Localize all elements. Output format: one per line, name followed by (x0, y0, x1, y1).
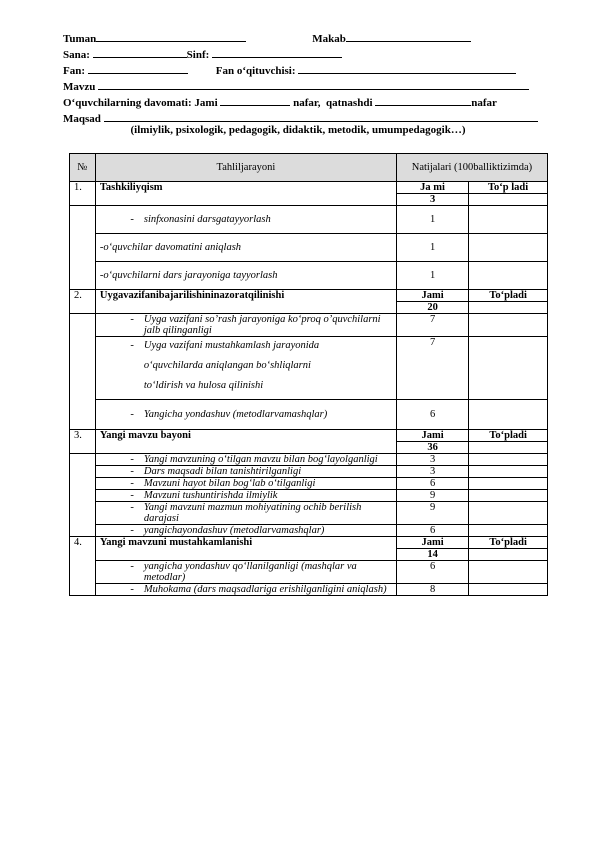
criterion-cell (95, 478, 396, 490)
max-score: 1 (396, 234, 468, 262)
section-row (70, 182, 548, 194)
criterion-text: Uyga vazifani so’rash jarayoniga ko‘proq o’quvchilarni jalb qilinganligi (143, 314, 381, 336)
dash: - (130, 525, 134, 536)
score-input-cell[interactable] (469, 234, 548, 262)
total-label: Ja mi (396, 182, 468, 194)
table-row (70, 314, 548, 337)
criterion-cell (95, 502, 396, 525)
max-score: 6 (396, 525, 468, 537)
dash: - (130, 561, 134, 572)
criterion-text: Mavzuni tushuntirishda ilmiylik (143, 490, 278, 501)
total-label: Jami (396, 290, 468, 302)
criterion-text: yangicha yondashuv qo‘llanilganligi (mashqlar va metodlar) (143, 561, 357, 583)
section-row (70, 290, 548, 302)
criterion-line: o‘quvchilarda aniqlangan bo‘shliqlarni (143, 360, 311, 371)
score-input-cell[interactable] (469, 478, 548, 490)
max-score: 9 (396, 502, 468, 525)
criterion-cell (95, 525, 396, 537)
dash: - (130, 214, 134, 225)
criterion-cell (95, 584, 396, 596)
fan-label: Fan: (63, 65, 85, 77)
score-input-cell[interactable] (469, 466, 548, 478)
header-line-fan (63, 63, 516, 78)
score-input-cell[interactable] (469, 490, 548, 502)
dash: - (130, 314, 134, 325)
dash: - (130, 490, 134, 501)
dash: - (130, 409, 134, 420)
max-score: 3 (396, 466, 468, 478)
sana-label: Sana: (63, 49, 90, 61)
mavzu-label: Mavzu (63, 81, 96, 93)
fan-teacher-blank[interactable] (298, 63, 516, 74)
score-input-cell[interactable] (469, 584, 548, 596)
max-score: 3 (396, 454, 468, 466)
total-label: Jami (396, 430, 468, 442)
score-input-cell[interactable] (469, 561, 548, 584)
section-number: 2. (70, 290, 96, 314)
criterion-cell: -o‘quvchilar davomatini aniqlash (95, 234, 396, 262)
header-line-mavzu (63, 79, 529, 94)
header-line-tuman (63, 31, 471, 46)
sinf-label: Sinf: (186, 49, 210, 61)
dash: - (130, 466, 134, 477)
table-row (70, 584, 548, 596)
criteria-note: (ilmiylik, psixologik, pedagogik, didaktik, metodik, umumpedagogik…) (130, 124, 466, 136)
criterion-line: Uyga vazifani mustahkamlash jarayonida (143, 340, 320, 351)
section-scored-cell[interactable] (469, 302, 548, 314)
max-score: 9 (396, 490, 468, 502)
criterion-cell (95, 454, 396, 466)
dash: - (130, 454, 134, 465)
section-title: Uygavazifanibajarilishininazoratqilinishi (95, 290, 396, 314)
score-input-cell[interactable] (469, 337, 548, 400)
makab-label: Makab (312, 33, 346, 45)
dash: - (130, 502, 134, 513)
criterion-cell: -o‘quvchilarni dars jarayoniga tayyorlash (95, 262, 396, 290)
col-header-analysis: Tahliljarayoni (95, 154, 396, 182)
section-total: 20 (396, 302, 468, 314)
davomat-jami-blank[interactable] (220, 95, 290, 106)
criterion-cell (95, 490, 396, 502)
makab-blank[interactable] (346, 31, 471, 42)
criterion-line: to‘ldirish va hulosa qilinishi (143, 380, 264, 391)
section-row (70, 430, 548, 442)
table-row (70, 525, 548, 537)
score-input-cell[interactable] (469, 454, 548, 466)
maqsad-label: Maqsad (63, 113, 101, 125)
table-row (70, 234, 548, 262)
empty-number-cell (70, 206, 96, 290)
section-scored-cell[interactable] (469, 194, 548, 206)
section-title: Tashkiliyqism (95, 182, 396, 206)
total-label: Jami (396, 537, 468, 549)
criterion-cell (95, 314, 396, 337)
dash: - (130, 478, 134, 489)
max-score: 1 (396, 262, 468, 290)
header-line-davomat (63, 95, 497, 110)
table-row (70, 561, 548, 584)
davomat-label-c: nafar (471, 97, 497, 109)
table-row (70, 490, 548, 502)
davomat-qatnashdi-blank[interactable] (375, 95, 471, 106)
fan-blank[interactable] (88, 63, 188, 74)
criterion-text: Mavzuni hayot bilan bog‘lab o‘tilganligi (143, 478, 316, 489)
section-total: 3 (396, 194, 468, 206)
score-input-cell[interactable] (469, 262, 548, 290)
mavzu-blank[interactable] (98, 79, 529, 90)
table-row (70, 478, 548, 490)
max-score: 6 (396, 400, 468, 430)
empty-number-cell (70, 314, 96, 430)
davomat-label: O‘quvchilarning davomati: Jami (63, 97, 218, 109)
criterion-cell (95, 466, 396, 478)
max-score: 7 (396, 314, 468, 337)
criterion-text: Dars maqsadi bilan tanishtirilganligi (143, 466, 302, 477)
empty-number-cell (70, 454, 96, 537)
scored-label: To‘p ladi (469, 182, 548, 194)
section-number: 4. (70, 537, 96, 596)
max-score: 8 (396, 584, 468, 596)
max-score: 1 (396, 206, 468, 234)
table-row (70, 262, 548, 290)
sinf-blank[interactable] (212, 47, 342, 58)
score-input-cell[interactable] (469, 400, 548, 430)
table-row (70, 454, 548, 466)
tuman-blank[interactable] (96, 31, 246, 42)
max-score: 7 (396, 337, 468, 400)
scored-label: To‘pladi (469, 537, 548, 549)
max-score: 6 (396, 561, 468, 584)
section-title: Yangi mavzuni mustahkamlanishi (95, 537, 396, 561)
scored-label: To‘pladi (469, 290, 548, 302)
section-scored-cell[interactable] (469, 549, 548, 561)
davomat-label-b: nafar, qatnashdi (293, 97, 373, 109)
score-input-cell[interactable] (469, 206, 548, 234)
header-line-sana (63, 47, 342, 62)
section-row (70, 537, 548, 549)
fan-teacher-label: Fan o‘qituvchisi: (215, 65, 296, 77)
criterion-text: Yangi mavzuni mazmun mohiyatining ochib berilish darajasi (143, 502, 362, 524)
criterion-text: yangichayondashuv (metodlarvamashqlar) (143, 525, 325, 536)
evaluation-table (69, 153, 548, 596)
score-input-cell[interactable] (469, 314, 548, 337)
col-header-results: Natijalari (100balliktizimda) (396, 154, 547, 182)
section-number: 1. (70, 182, 96, 206)
sana-blank[interactable] (93, 47, 187, 58)
dash: - (130, 340, 134, 351)
col-header-number: № (70, 154, 96, 182)
section-total: 36 (396, 442, 468, 454)
score-input-cell[interactable] (469, 525, 548, 537)
maqsad-blank[interactable] (104, 111, 538, 122)
criterion-text: sinfxonasini darsgatayyorlash (143, 214, 271, 225)
criterion-text (144, 337, 392, 399)
table-header-row (70, 154, 548, 182)
criterion-cell (95, 206, 396, 234)
criterion-cell (95, 337, 396, 400)
tuman-label: Tuman (63, 33, 97, 45)
dash: - (130, 584, 134, 595)
criterion-cell (95, 400, 396, 430)
scored-label: To‘pladi (469, 430, 548, 442)
section-title: Yangi mavzu bayoni (95, 430, 396, 454)
table-row (70, 466, 548, 478)
section-total: 14 (396, 549, 468, 561)
section-scored-cell[interactable] (469, 442, 548, 454)
table-row (70, 337, 548, 400)
criterion-cell (95, 561, 396, 584)
max-score: 6 (396, 478, 468, 490)
table-row (70, 206, 548, 234)
criterion-text: Muhokama (dars maqsadlariga erishilganligini aniqlash) (143, 584, 387, 595)
section-number: 3. (70, 430, 96, 454)
criterion-text: Yangicha yondashuv (metodlarvamashqlar) (143, 409, 328, 420)
criterion-text: Yangi mavzuning o‘tilgan mavzu bilan bog‘layolganligi (143, 454, 378, 465)
table-row (70, 502, 548, 525)
table-row (70, 400, 548, 430)
score-input-cell[interactable] (469, 502, 548, 525)
